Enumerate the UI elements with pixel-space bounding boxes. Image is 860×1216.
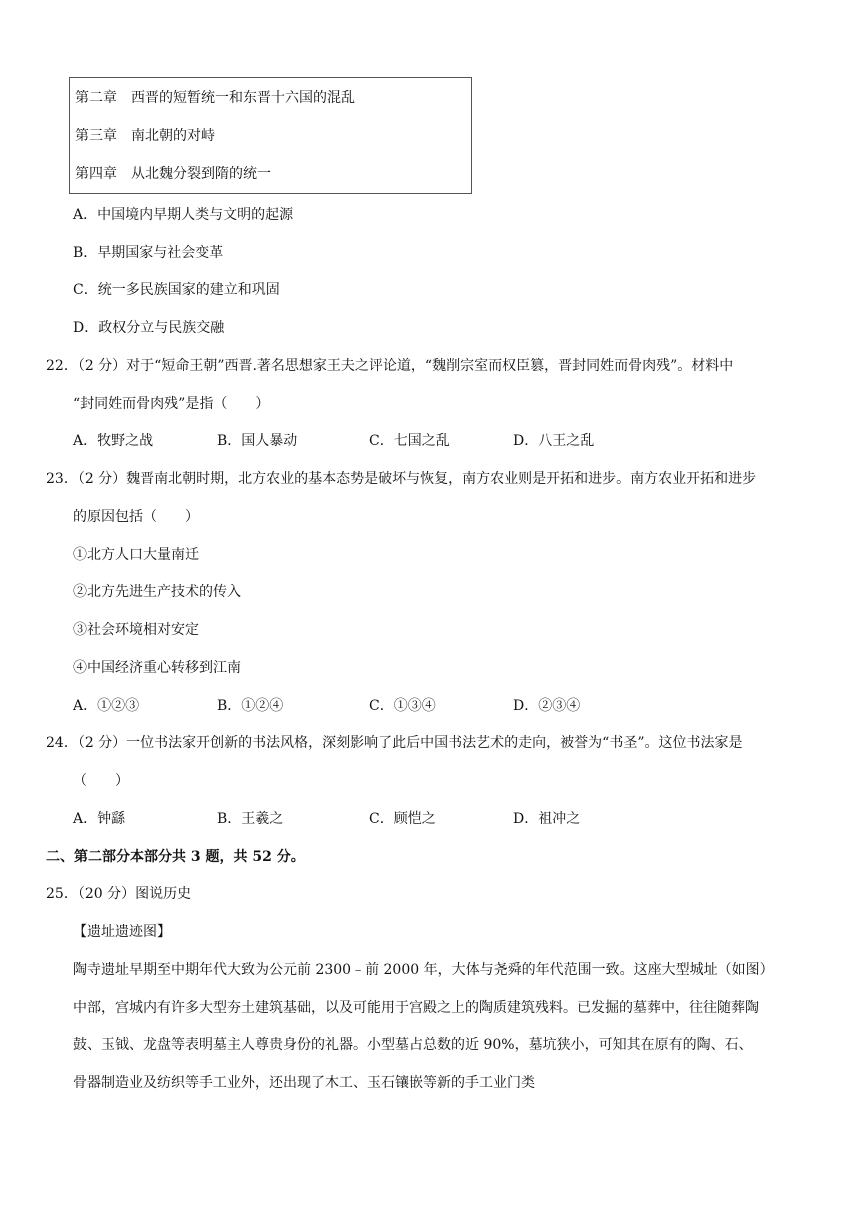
- q23-stem-line2: 的原因包括（ ）: [73, 509, 199, 525]
- q22-stem-line1: 22．（2 分）对于“短命王朝”西晋.著名思想家王夫之评论道，“魏削宗室而权臣篡，晋封同姓而骨肉残”。材料中: [46, 358, 734, 374]
- chapter-row: 第四章 从北魏分裂到隋的统一: [75, 166, 271, 182]
- q24-option-b: B．王羲之: [217, 811, 284, 827]
- q23-item: ②北方先进生产技术的传入: [73, 584, 241, 600]
- chapter-row: 第三章 南北朝的对峙: [75, 128, 215, 144]
- q25-paragraph-line: 鼓、玉钺、龙盘等表明墓主人尊贵身份的礼器。小型墓占总数的近 90%，墓坑狭小，可知其在原有的陶、石、: [73, 1037, 753, 1053]
- q24-stem-line2: （ ）: [73, 773, 129, 789]
- q21-option-c: C．统一多民族国家的建立和巩固: [73, 282, 280, 298]
- q21-option-d: D．政权分立与民族交融: [73, 320, 225, 336]
- q21-option-a: A．中国境内早期人类与文明的起源: [73, 207, 294, 223]
- q22-option-b: B．国人暴动: [217, 433, 298, 449]
- q24-option-c: C．顾恺之: [369, 811, 436, 827]
- q23-option-c: C．①③④: [369, 698, 436, 714]
- q25-paragraph-line: 中部，宫城内有许多大型夯土建筑基础，以及可能用于宫殿之上的陶质建筑残料。已发掘的墓葬中，往往随葬陶: [73, 1000, 759, 1016]
- q22-option-d: D．八王之乱: [513, 433, 595, 449]
- q23-option-b: B．①②④: [217, 698, 284, 714]
- chapter-row: 第二章 西晋的短暂统一和东晋十六国的混乱: [75, 90, 355, 106]
- q21-option-b: B．早期国家与社会变革: [73, 245, 224, 261]
- q25-paragraph-line: 骨器制造业及纺织等手工业外，还出现了木工、玉石镶嵌等新的手工业门类: [73, 1075, 535, 1091]
- q22-option-a: A．牧野之战: [73, 433, 154, 449]
- q25-subheading: 【遗址遗迹图】: [73, 924, 171, 940]
- q23-option-a: A．①②③: [73, 698, 140, 714]
- q23-item: ④中国经济重心转移到江南: [73, 660, 241, 676]
- q23-item: ③社会环境相对安定: [73, 622, 199, 638]
- q23-item: ①北方人口大量南迁: [73, 547, 199, 563]
- q22-option-c: C．七国之乱: [369, 433, 450, 449]
- q22-stem-line2: “封同姓而骨肉残”是指（ ）: [73, 396, 270, 412]
- section-heading: 二、第二部分本部分共 3 题，共 52 分。: [46, 849, 305, 865]
- q24-option-a: A．钟繇: [73, 811, 126, 827]
- q24-option-d: D．祖冲之: [513, 811, 581, 827]
- q25-stem: 25．（20 分）图说历史: [46, 886, 192, 902]
- q24-stem-line1: 24．（2 分）一位书法家开创新的书法风格，深刻影响了此后中国书法艺术的走向，被誉为“书圣”。这位书法家是: [46, 735, 743, 751]
- q23-option-d: D．②③④: [513, 698, 581, 714]
- q25-paragraph-line: 陶寺遗址早期至中期年代大致为公元前 2300﹣前 2000 年，大体与尧舜的年代范围一致。这座大型城址（如图）: [73, 962, 774, 978]
- q23-stem-line1: 23．（2 分）魏晋南北朝时期，北方农业的基本态势是破坏与恢复，南方农业则是开拓和进步。南方农业开拓和进步: [46, 471, 757, 487]
